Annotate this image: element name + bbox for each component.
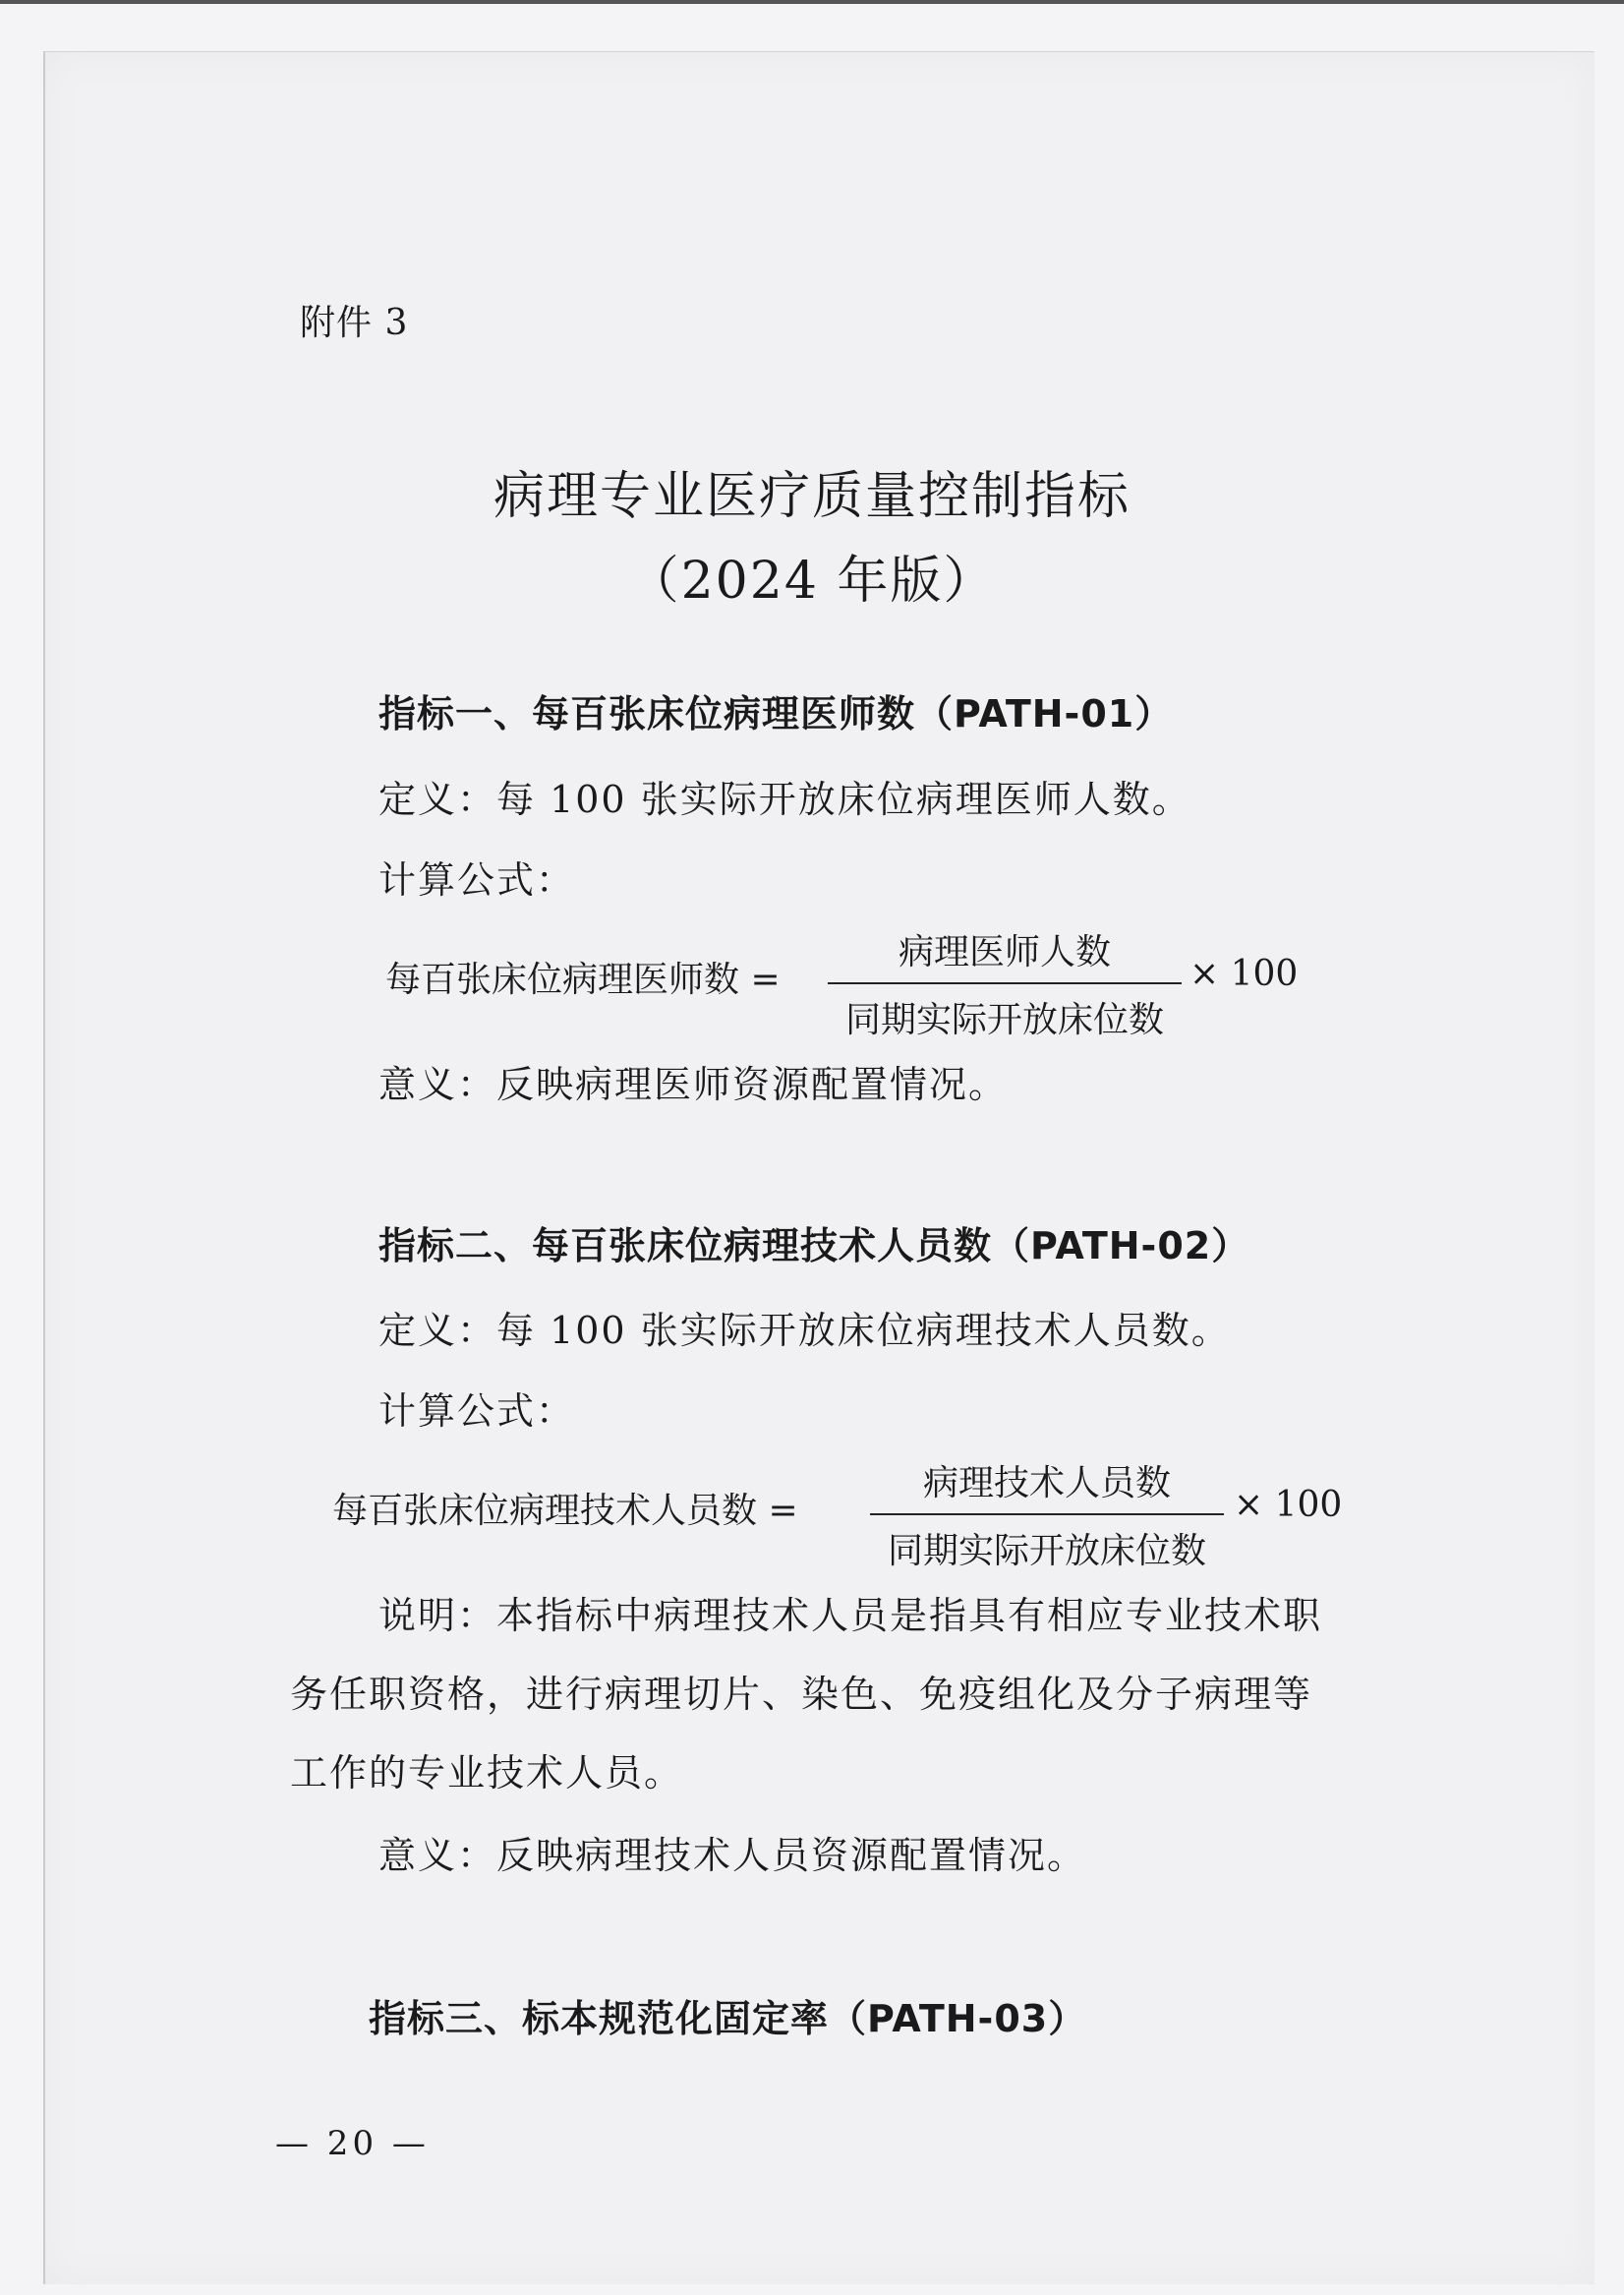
fraction-bar (828, 982, 1182, 984)
formula-denominator: 同期实际开放床位数 (844, 1000, 1164, 1040)
indicator-2-significance: 意义：反映病理技术人员资源配置情况。 (378, 1834, 1087, 1877)
indicator-2-note-line-2: 务任职资格，进行病理切片、染色、免疫组化及分子病理等 (290, 1673, 1313, 1716)
formula-denominator: 同期实际开放床位数 (887, 1531, 1206, 1571)
indicator-1-significance: 意义：反映病理医师资源配置情况。 (378, 1063, 1009, 1106)
page-number: — 20 — (275, 2124, 430, 2163)
formula-lhs: 每百张床位病理医师数 = (385, 960, 781, 1000)
formula-lhs: 每百张床位病理技术人员数 = (332, 1491, 798, 1531)
scan-top-edge (0, 0, 1624, 4)
formula-fraction (828, 924, 1182, 1042)
indicator-1-definition: 定义：每 100 张实际开放床位病理医师人数。 (378, 778, 1191, 821)
formula-numerator: 病理技术人员数 (922, 1463, 1171, 1503)
attachment-label: 附件 3 (300, 303, 409, 343)
indicator-2-heading: 指标二、每百张床位病理技术人员数（PATH-02） (378, 1224, 1250, 1267)
indicator-1-formula-label: 计算公式： (378, 858, 576, 902)
document-title-version: （2024 年版） (627, 552, 997, 611)
document-title: 病理专业医疗质量控制指标 (493, 467, 1131, 526)
formula-multiplier: × 100 (1234, 1485, 1343, 1525)
fraction-bar (870, 1513, 1224, 1515)
indicator-3-heading: 指标三、标本规范化固定率（PATH-03） (369, 1997, 1087, 2040)
document-page (43, 51, 1595, 2284)
indicator-2-note-line-1: 说明：本指标中病理技术人员是指具有相应专业技术职 (378, 1594, 1323, 1637)
indicator-2-formula-label: 计算公式： (378, 1389, 576, 1433)
formula-numerator: 病理医师人数 (898, 932, 1111, 972)
indicator-2-note-line-3: 工作的专业技术人员。 (290, 1751, 684, 1795)
formula-fraction (870, 1455, 1224, 1573)
indicator-1-heading: 指标一、每百张床位病理医师数（PATH-01） (378, 692, 1174, 736)
indicator-2-definition: 定义：每 100 张实际开放床位病理技术人员数。 (378, 1309, 1231, 1352)
formula-multiplier: × 100 (1189, 954, 1299, 994)
